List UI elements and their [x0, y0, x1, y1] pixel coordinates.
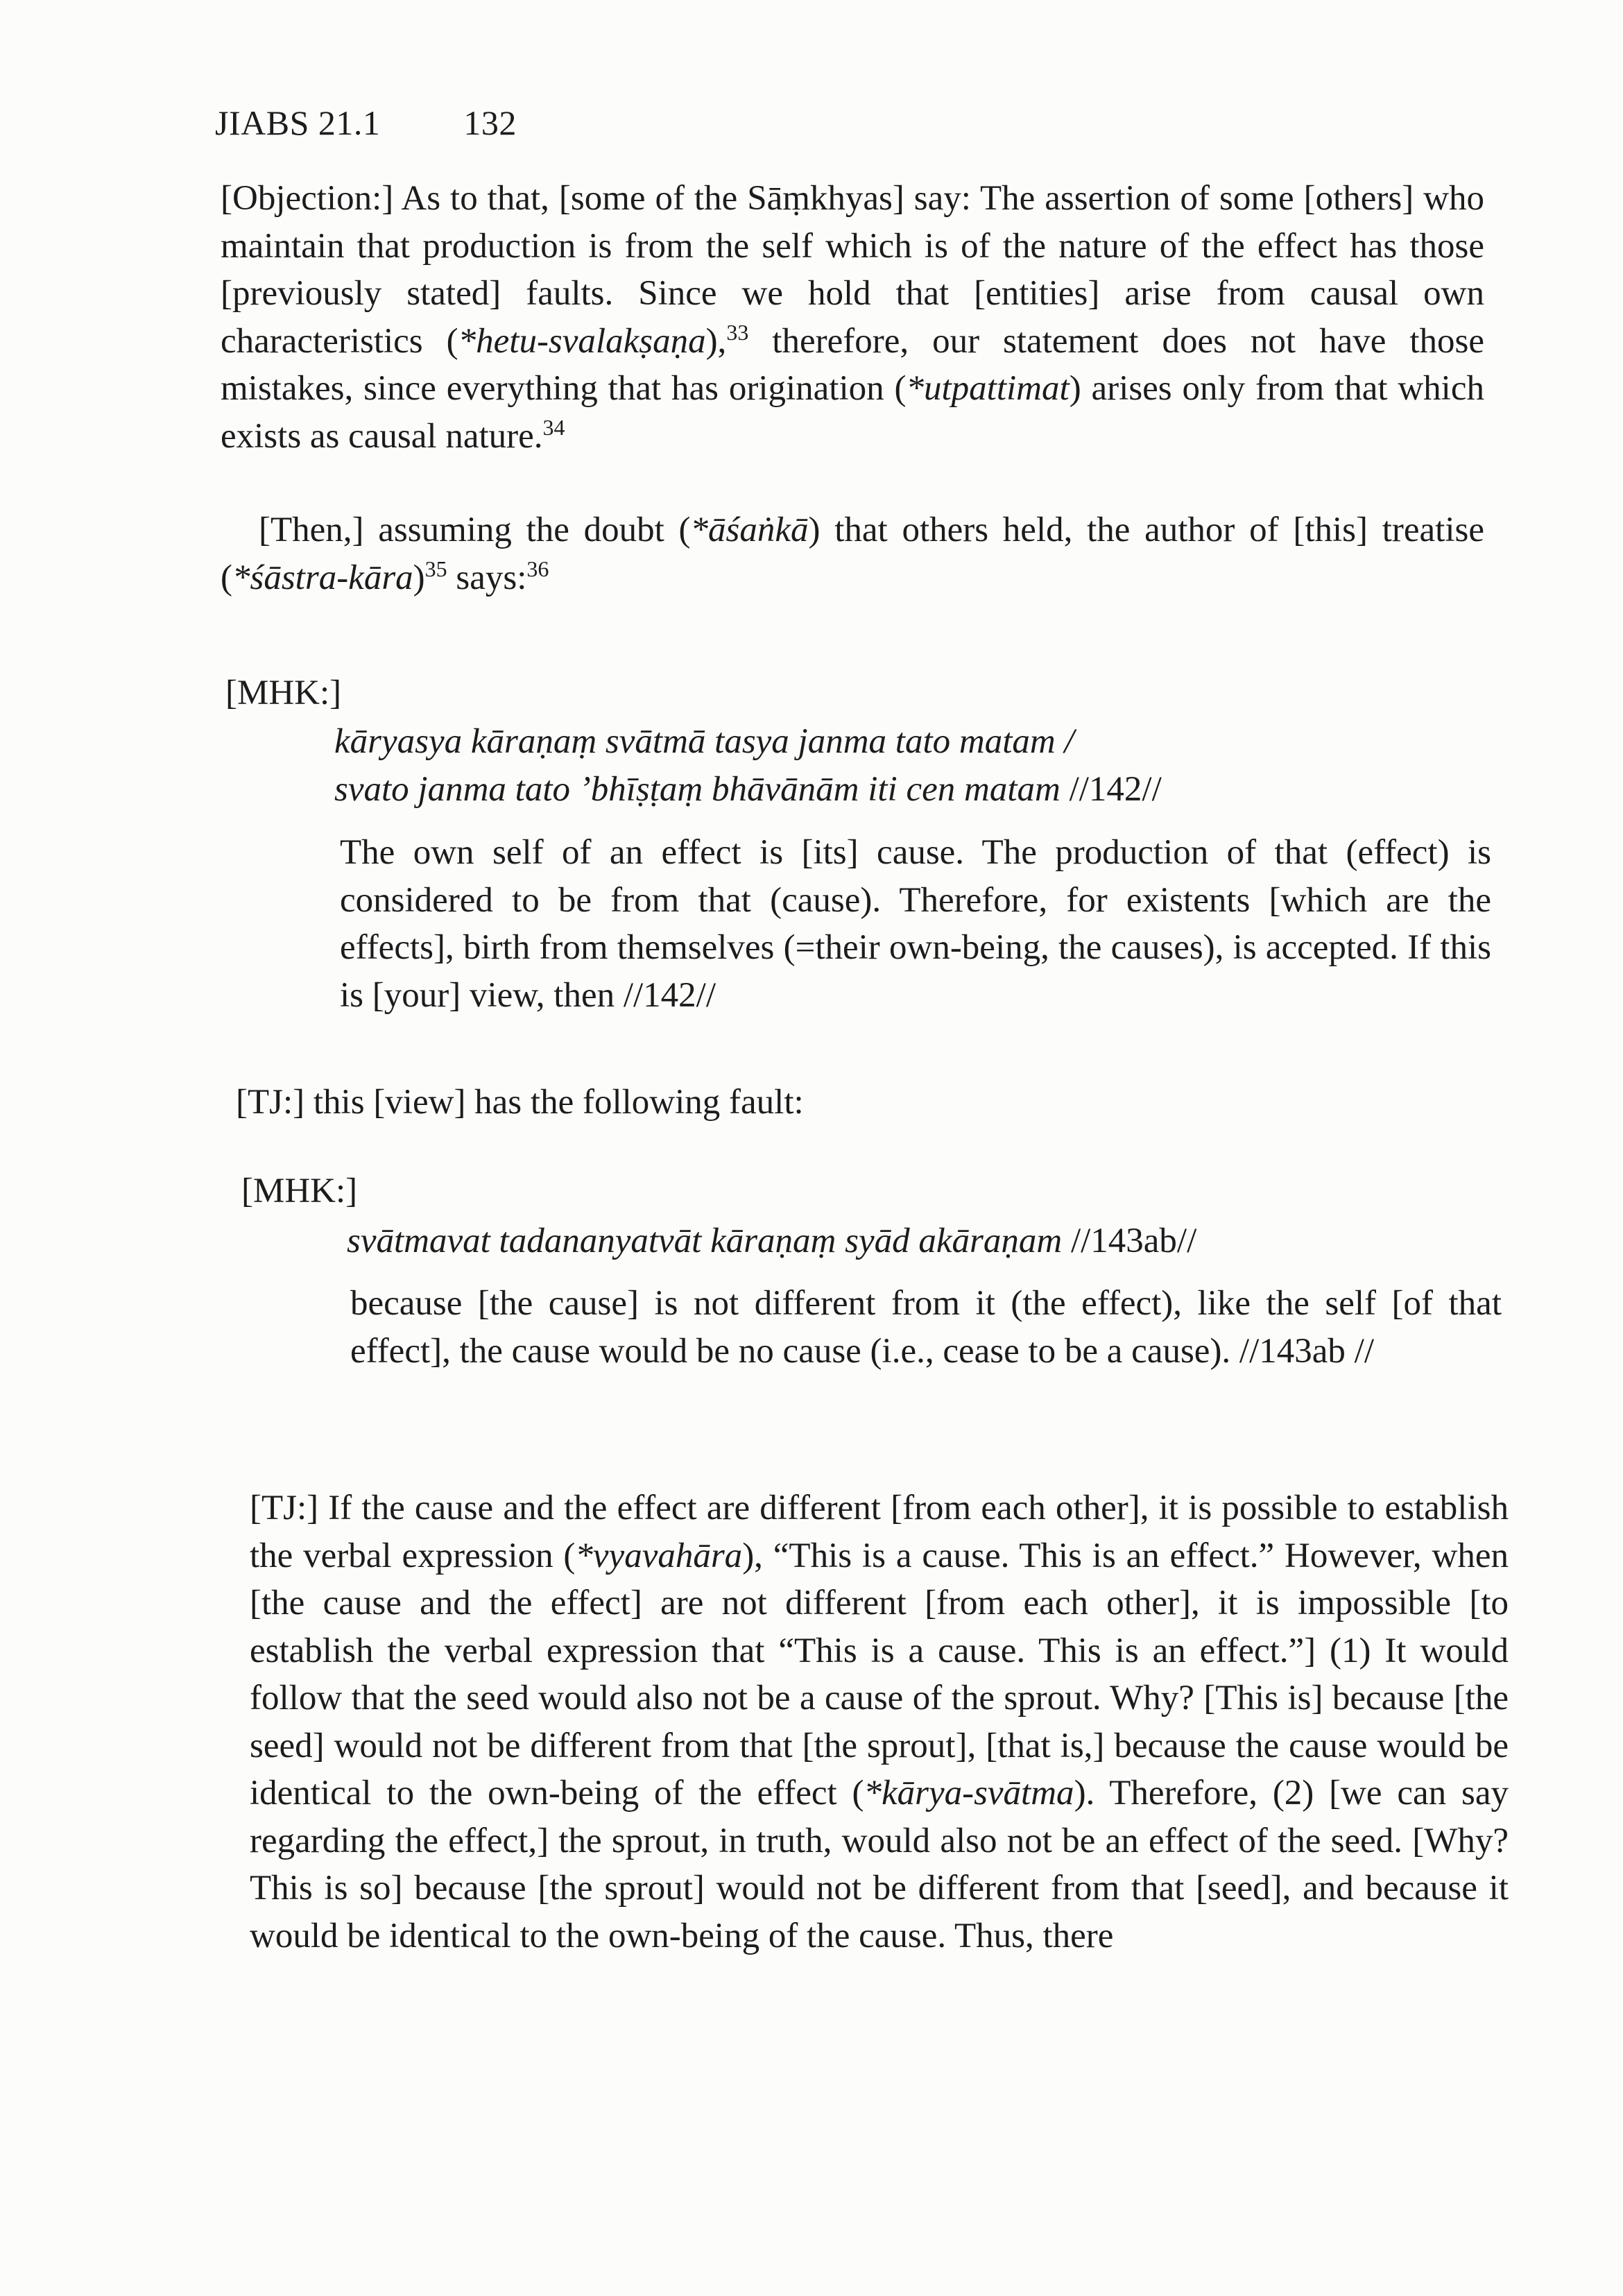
- translation-143ab: because [the cause] is not different from it (the effect), like the self [of that effect], the cause would be no cause (i.e., cease to be a cause). //143ab //: [350, 1284, 1502, 1371]
- mhk-label-2: [MHK:]: [241, 1172, 358, 1210]
- verse-142-line-1: kāryasya kāraṇaṃ svātmā tasya janma tato matam /: [334, 722, 1074, 761]
- footnote-ref-35: 35: [424, 556, 447, 581]
- footnote-ref-33: 33: [726, 319, 749, 345]
- then-paragraph: [Then,] assuming the doubt (*āśaṅkā) that others held, the author of [this] treatise (*śāstra-kāra)$^{35}$ says:$^{36}$: [221, 511, 1484, 597]
- verse-142: [334, 718, 1513, 813]
- verse-142-line-2: svato janma tato ’bhīṣṭaṃ bhāvānām iti cen matam //142//: [334, 769, 1162, 809]
- tj-paragraph-1: [TJ:] this [view] has the following fault:: [236, 1083, 804, 1122]
- verse-143ab: svātmavat tadananyatvāt kāraṇaṃ syād akāraṇam //143ab//: [347, 1222, 1197, 1260]
- footnote-ref-34: 34: [542, 414, 565, 440]
- term-karya-svatma: *kārya-svātma: [864, 1774, 1074, 1813]
- page-number: 132: [463, 103, 517, 142]
- term-utpattimat: *utpattimat: [906, 369, 1070, 408]
- term-hetu-svalaksana: *hetu-svalakṣaṇa: [458, 321, 706, 361]
- footnote-ref-36: 36: [526, 556, 549, 581]
- term-asanka: *āśaṅkā: [690, 511, 809, 549]
- objection-paragraph: [Objection:] As to that, [some of the Sāṃkhyas] say: The assertion of some [others] who maintain that production is from the self which is of the nature of the effect has those [previously stated] faults. Since we hold that [entities] arise from causal own characteristics (*hetu-svalakṣaṇa),$^{33}$ therefore, our statement does not have those mistakes, since everything that has origination (*utpattimat) arises only from that which exists as causal nature.$^{34}$: [221, 179, 1485, 456]
- journal-label: JIABS 21.1: [215, 103, 381, 142]
- translation-142: The own self of an effect is [its] cause. The production of that (effect) is considered to be from that (cause). Therefore, for existents [which are the effects], birth from themselves (=their own-being, the causes), is accepted. If this is [your] view, then //142//: [340, 833, 1491, 1015]
- term-vyavahara: *vyavahāra: [575, 1536, 743, 1575]
- running-head: [215, 103, 517, 143]
- term-sastra-kara: *śāstra-kāra: [232, 558, 413, 597]
- mhk-label-1: [MHK:]: [225, 674, 342, 712]
- tj-paragraph-2: [TJ:] If the cause and the effect are different [from each other], it is possible to establish the verbal expression (*vyavahāra), “This is a cause. This is an effect.” However, when [the cause and the effect] are not different [from each other], it is impossible [to establish the verbal expression that “This is a cause. This is an effect.”] (1) It would follow that the seed would also not be a cause of the sprout. Why? [This is] because [the seed] would not be different from that [the sprout], [that is,] because the cause would be identical to the own-being of the effect (*kārya-svātma). Therefore, (2) [we can say regarding the effect,] the sprout, in truth, would also not be an effect of the seed. [Why? This is so] because [the sprout] would not be different from that [seed], and because it would be identical to the own-being of the cause. Thus, there: [250, 1489, 1509, 1955]
